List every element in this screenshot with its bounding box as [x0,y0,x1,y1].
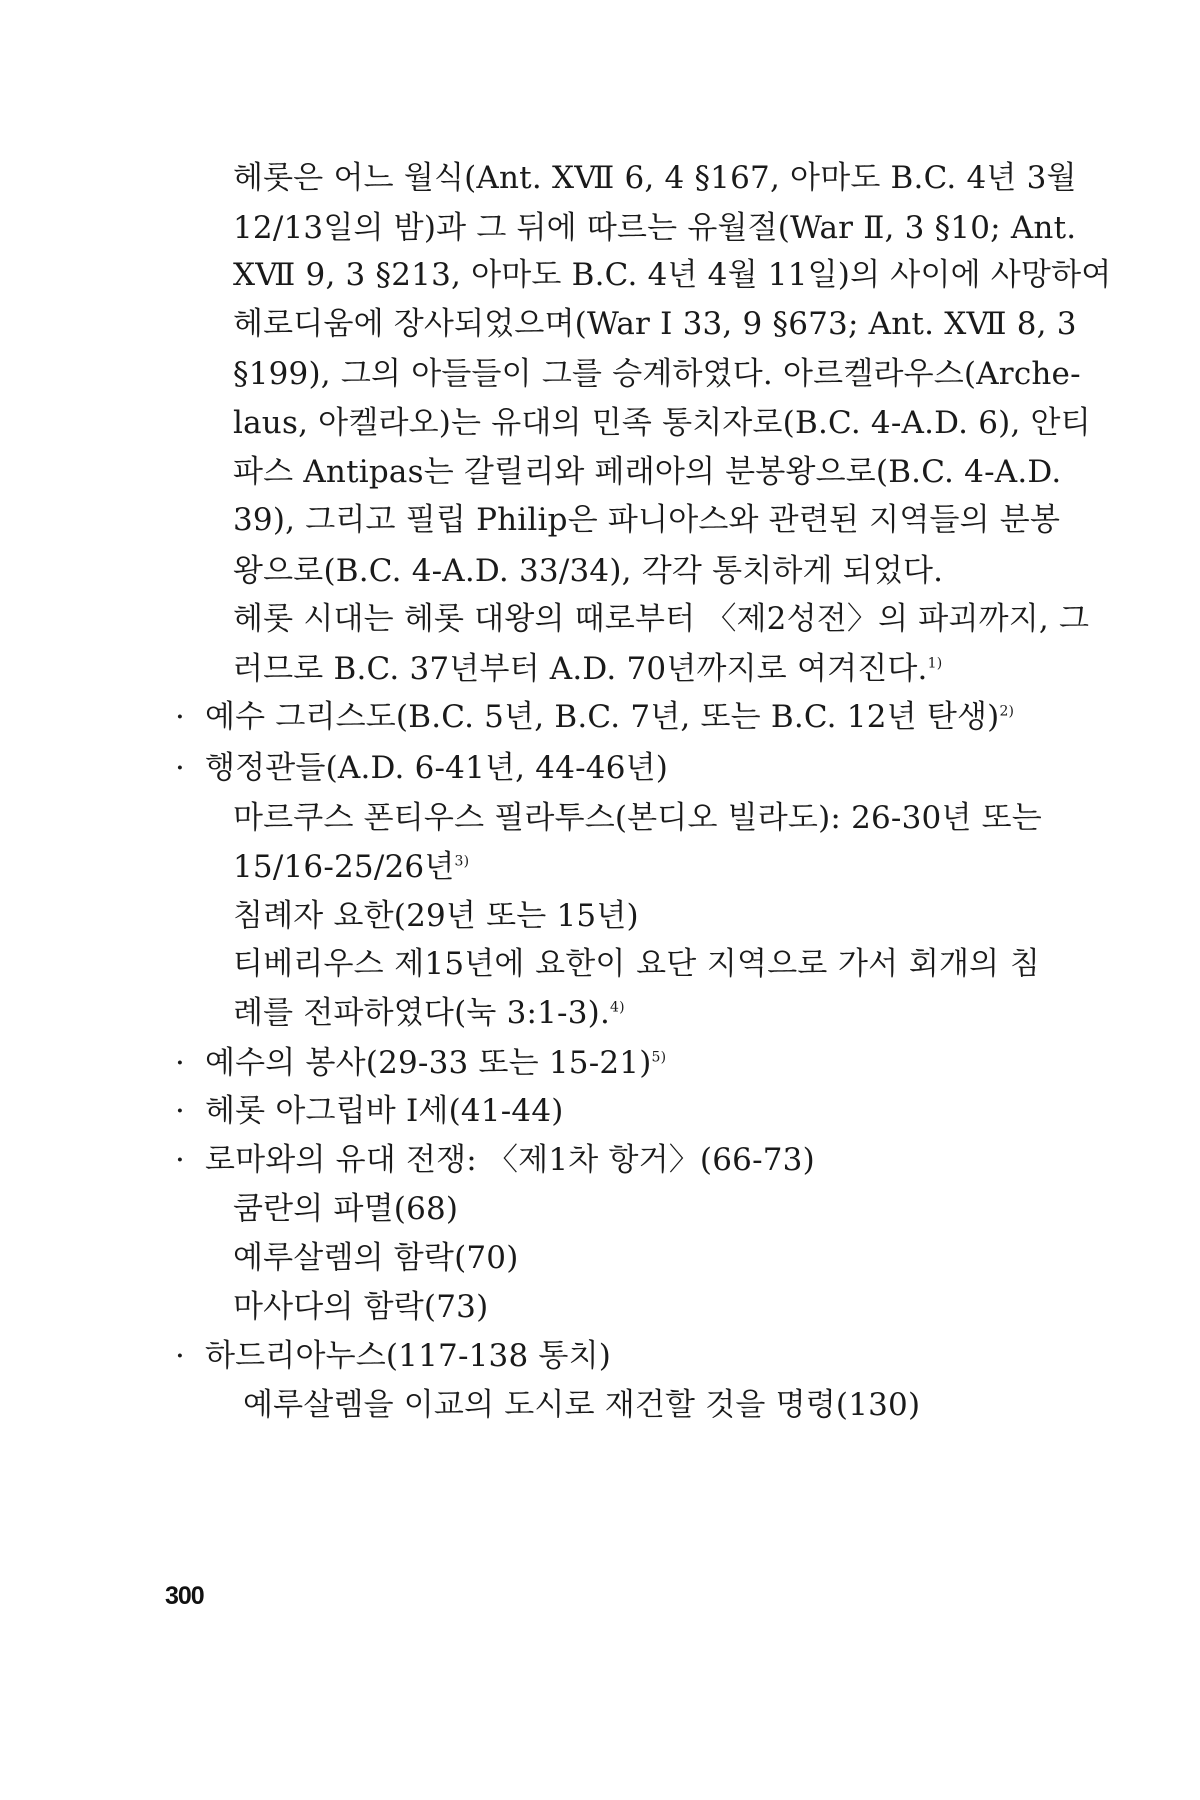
tiberius-line-1: 티베리우스 제15년에 요한이 요단 지역으로 가서 회개의 침 [233,946,1040,982]
pilate-line-2 [233,847,469,887]
bullet-mark: · [175,1093,186,1129]
bullet-agrippa [175,1091,564,1131]
bullet-jesus-text: 예수 그리스도(B.C. 5년, B.C. 7년, 또는 B.C. 12년 탄생) [205,699,1000,735]
paragraph-1-line-5: §199), 그의 아들들이 그를 승계하였다. 아르켈라우스(Arche- [233,356,1081,392]
bullet-agrippa-text: 헤롯 아그립바 Ⅰ세(41-44) [205,1093,564,1129]
qumran-line: 쿰란의 파멸(68) [233,1191,459,1227]
footnote-marker-3: 3) [454,853,470,870]
bullet-hadrian-text: 하드리아누스(117-138 통치) [205,1338,612,1374]
paragraph-1-line-7: 파스 Antipas는 갈릴리와 페래아의 분봉왕으로(B.C. 4-A.D. [233,454,1062,490]
footnote-marker-2: 2) [999,703,1015,720]
john-line: 침례자 요한(29년 또는 15년) [233,898,639,934]
paragraph-1-line-8: 39), 그리고 필립 Philip은 파니아스와 관련된 지역들의 분봉 [233,502,1061,538]
paragraph-1-line-4: 헤로디움에 장사되었으며(War Ⅰ 33, 9 §673; Ant. XⅦ 8, 3 [233,306,1077,342]
rebuild-line: 예루살렘을 이교의 도시로 재건할 것을 명령(130) [243,1387,921,1423]
bullet-prefects [175,748,668,788]
bullet-war-text: 로마와의 유대 전쟁: 〈제1차 항거〉(66-73) [205,1142,815,1178]
bullet-ministry [175,1043,666,1083]
bullet-war [175,1140,815,1180]
paragraph-1-line-1: 헤롯은 어느 월식(Ant. XⅦ 6, 4 §167, 아마도 B.C. 4년 3월 [233,160,1077,196]
paragraph-2-line-2 [233,649,942,689]
footnote-marker-1: 1) [927,655,943,672]
bullet-jesus [175,697,1014,737]
tiberius-line-2-text: 례를 전파하였다(눅 3:1-3). [233,995,611,1031]
bullet-mark: · [175,1338,186,1374]
bullet-mark: · [175,1045,186,1081]
bullet-ministry-text: 예수의 봉사(29-33 또는 15-21) [205,1045,652,1081]
paragraph-2-line-1: 헤롯 시대는 헤롯 대왕의 때로부터 〈제2성전〉의 파괴까지, 그 [233,601,1090,637]
tiberius-line-2 [233,993,625,1033]
paragraph-2-line-2-text: 러므로 B.C. 37년부터 A.D. 70년까지로 여겨진다. [233,651,928,687]
bullet-mark: · [175,1142,186,1178]
footnote-marker-5: 5) [651,1049,667,1066]
page-number: 300 [165,1582,204,1610]
bullet-hadrian [175,1336,611,1376]
masada-line: 마사다의 함락(73) [233,1289,489,1325]
pilate-line-2-text: 15/16-25/26년 [233,849,455,885]
bullet-prefects-text: 행정관들(A.D. 6-41년, 44-46년) [205,750,669,786]
pilate-line-1: 마르쿠스 폰티우스 필라투스(본디오 빌라도): 26-30년 또는 [233,800,1042,836]
footnote-marker-4: 4) [610,999,625,1016]
bullet-mark: · [175,699,186,735]
paragraph-1-line-2: 12/13일의 밤)과 그 뒤에 따르는 유월절(War Ⅱ, 3 §10; Ant. [233,210,1077,246]
jerusalem-line: 예루살렘의 함락(70) [233,1240,519,1276]
paragraph-1-line-9: 왕으로(B.C. 4-A.D. 33/34), 각각 통치하게 되었다. [233,553,944,589]
paragraph-1-line-6: laus, 아켈라오)는 유대의 민족 통치자로(B.C. 4-A.D. 6), 안티 [233,405,1091,441]
bullet-mark: · [175,750,186,786]
paragraph-1-line-3: XⅦ 9, 3 §213, 아마도 B.C. 4년 4월 11일)의 사이에 사망하여 [233,257,1112,293]
